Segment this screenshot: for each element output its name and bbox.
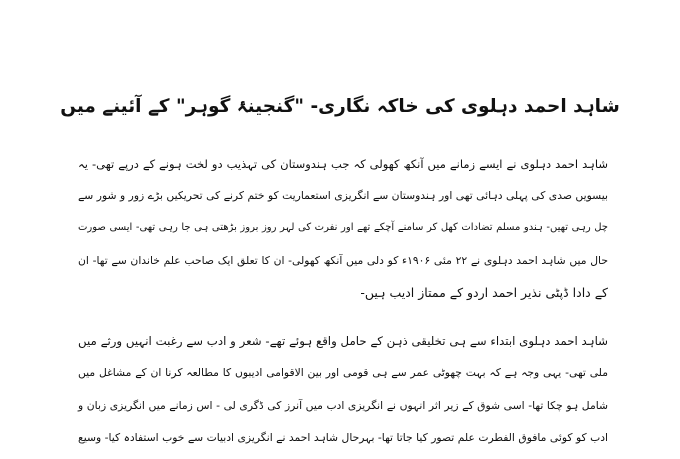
paragraph-line: چل رہی تھیں- ہندو مسلم تضادات کھل کر سامنے آچکے تھے اور نفرت کی لہر روز بروز بڑھتی ہی جا رہی تھی- ایسی صورت [78, 222, 608, 233]
page-title: شاہد احمد دہلوی کی خاکہ نگاری- "گنجینۂ گوہر" کے آئینے میں [60, 96, 620, 117]
paragraph-line: شاہد احمد دہلوی نے ایسے زمانے میں آنکھ کھولی کہ جب ہندوستان کی تہذیب دو لخت ہونے کے درپے تھی- یہ [78, 157, 608, 171]
paragraph-line: ادب کو کوئی مافوق الفطرت علم تصور کیا جاتا تھا- بہرحال شاہد احمد نے انگریزی ادبیات سے خوب استفادہ کیا- وسیع [78, 431, 608, 444]
paragraph-line: شامل ہو چکا تھا- اسی شوق کے زیر اثر انہوں نے انگریزی ادب میں آنرز کی ڈگری لی - اس زمانے میں انگریزی زبان و [78, 399, 608, 412]
paragraph-line: بیسویں صدی کی پہلی دہائی تھی اور ہندوستان سے انگریزی استعماریت کو ختم کرنے کی تحریکیں بڑے زور و شور سے [78, 189, 608, 202]
paragraph-line: شاہد احمد دہلوی ابتداء سے ہی تخلیقی ذہن کے حامل واقع ہوئے تھے- شعر و ادب سے رغبت انہیں ورثے میں [78, 334, 608, 348]
paragraph-line: ملی تھی- یہی وجہ ہے کہ بہت چھوٹی عمر سے ہی قومی اور بین الاقوامی ادیبوں کا مطالعہ کرنا ان کے مشاغل میں [78, 366, 608, 379]
paragraph-line: کے دادا ڈپٹی نذیر احمد اردو کے ممتاز ادیب ہیں- [360, 285, 608, 300]
paragraph-line: حال میں شاہد احمد دہلوی نے ۲۲ مئی ۱۹۰۶ء کو دلی میں آنکھ کھولی- ان کا تعلق ایک صاحب علم خاندان سے تھا- ان [78, 254, 608, 267]
